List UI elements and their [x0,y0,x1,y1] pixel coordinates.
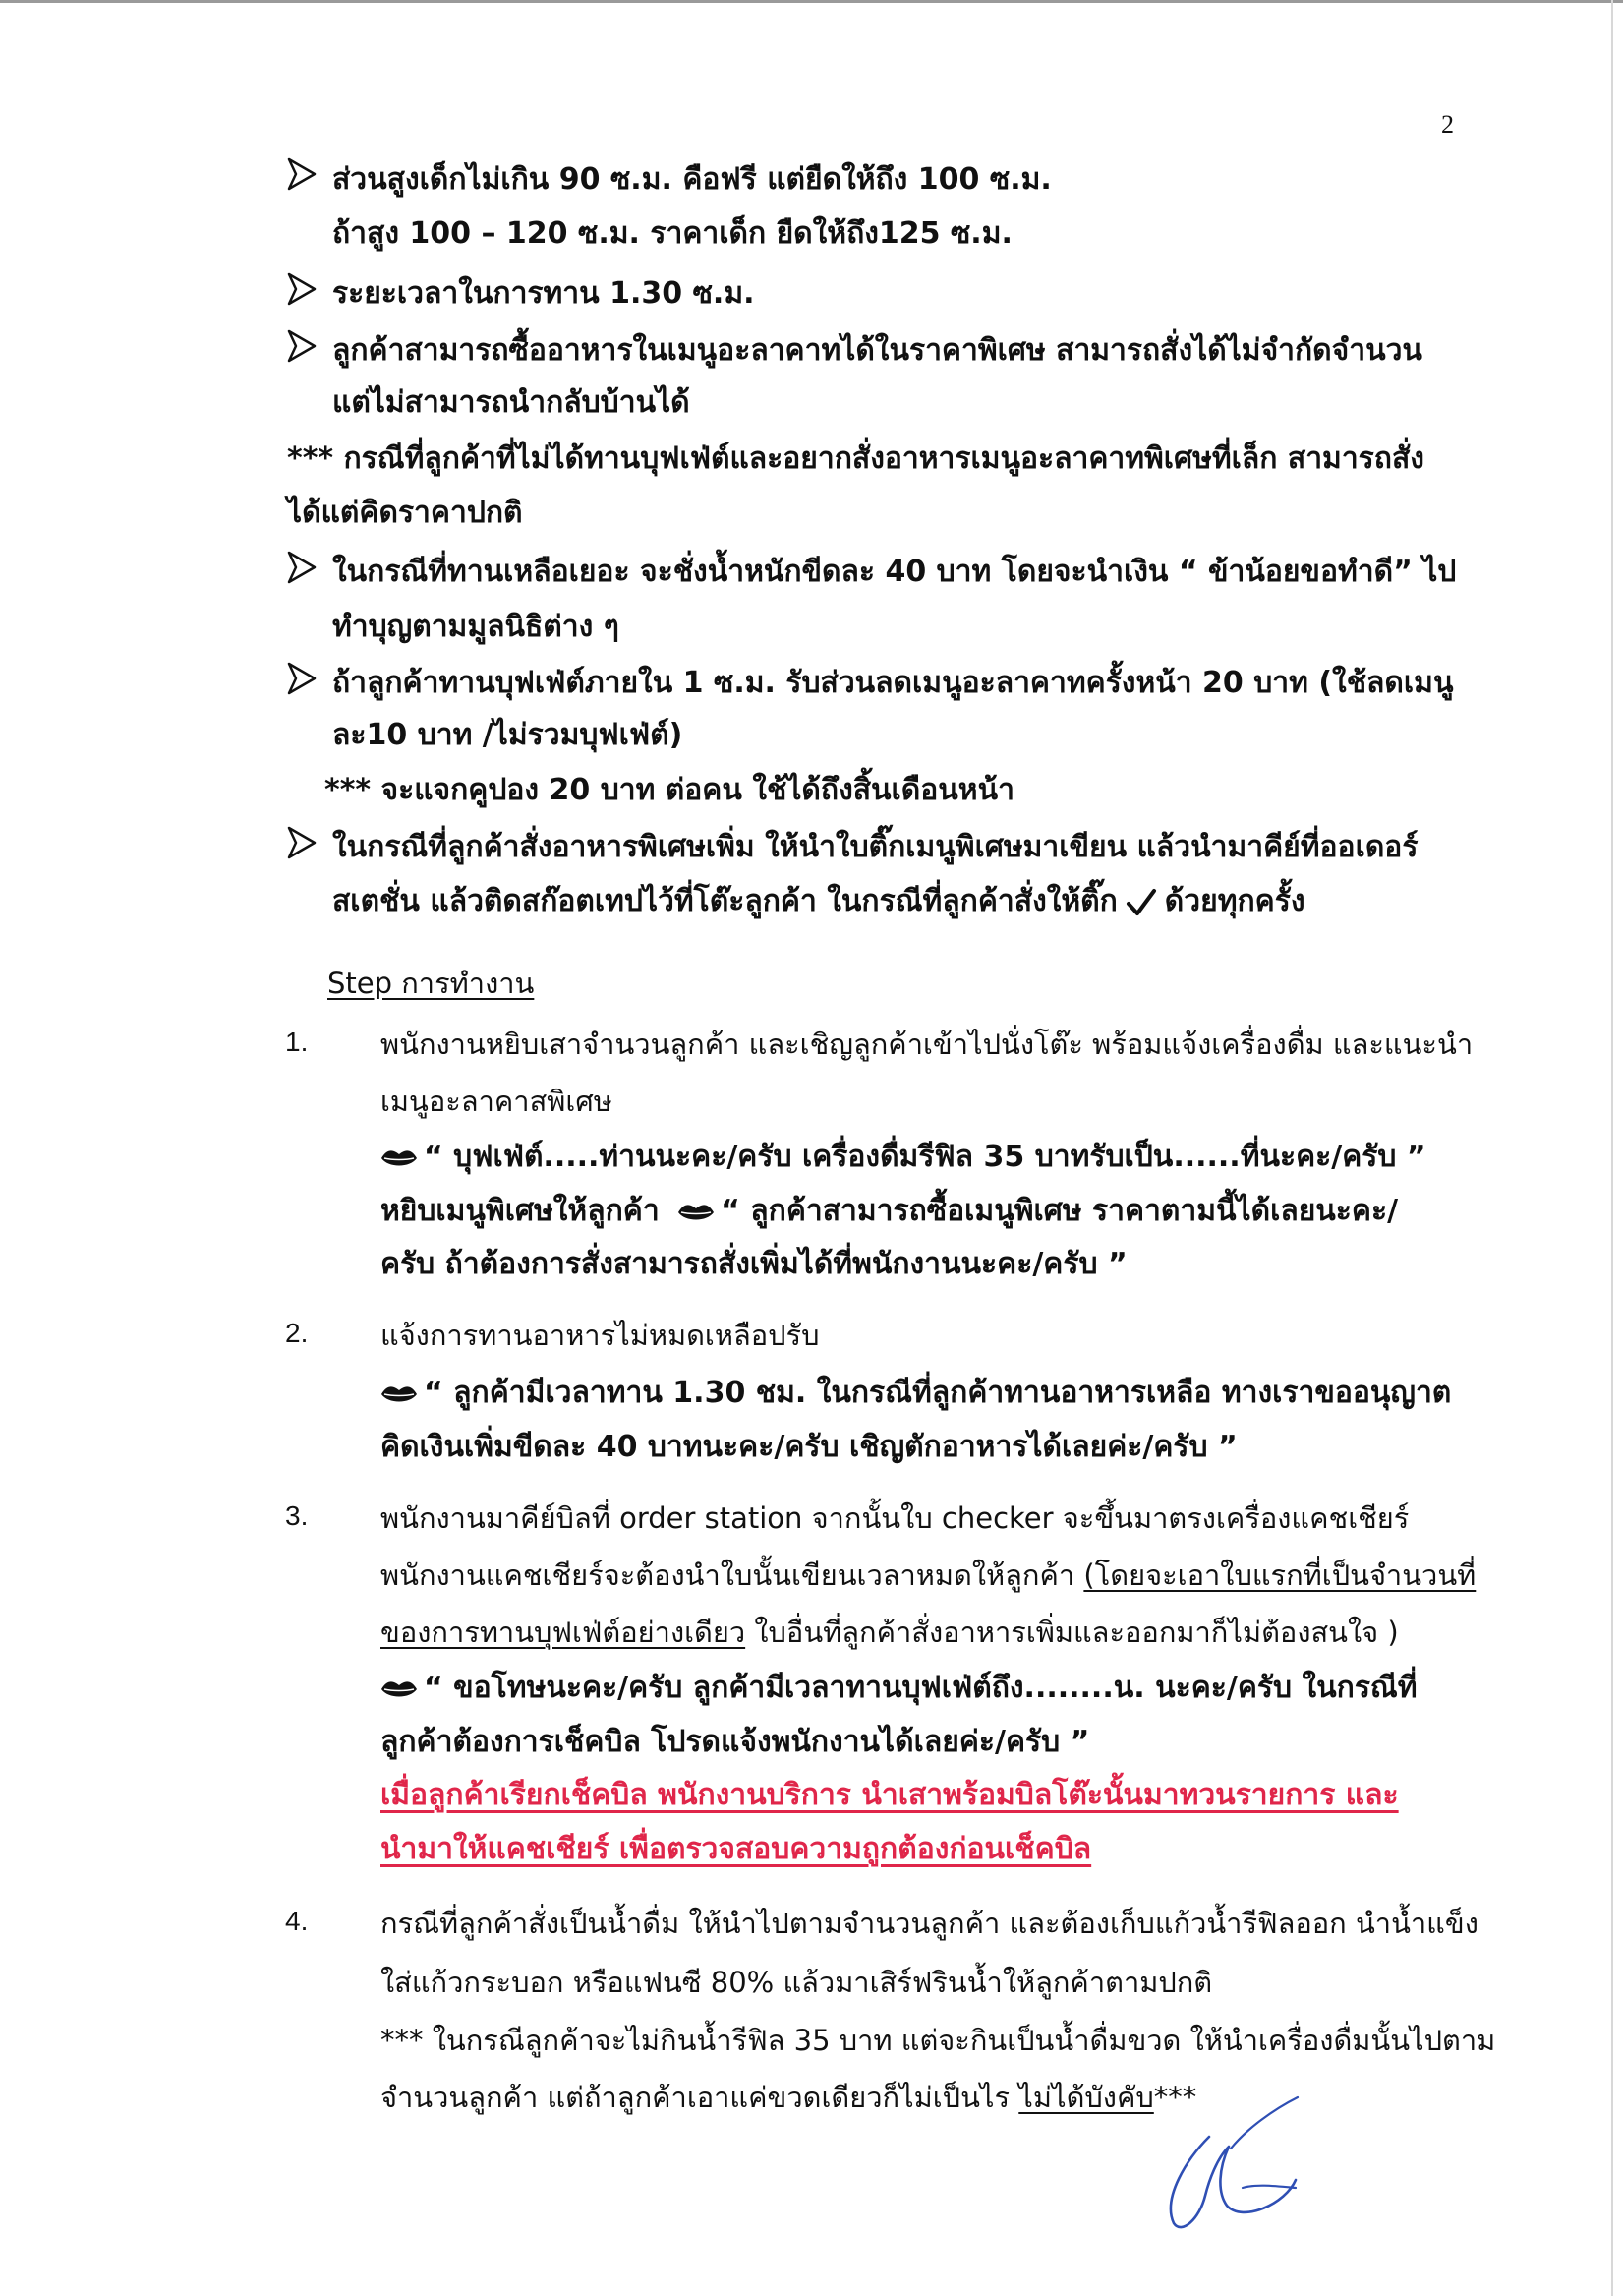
arrow-bullet-icon [287,826,317,859]
step-3-line-1: พนักงานมาคีย์บิลที่ order station จากนั้นใบ checker จะขึ้นมาตรงเครื่องแคชเชียร์ [380,1501,1410,1535]
step-number: 2. [285,1318,309,1348]
note-non-buffet-line-1: *** กรณีที่ลูกค้าที่ไม่ได้ทานบุฟเฟ่ต์และอยากสั่งอาหารเมนูอะลาคาทพิเศษที่เล็ก สามารถสั่ง [287,442,1424,476]
step-2-line-1: แจ้งการทานอาหารไม่หมดเหลือปรับ [380,1319,820,1352]
scan-top-edge [0,0,1623,3]
bullet-leftover-line-2: ทำบุญตามมูลนิธิต่าง ๆ [332,610,619,644]
step-3-line-2: พนักงานแคชเชียร์จะต้องนำใบนั้นเขียนเวลาหมดให้ลูกค้า (โดยจะเอาใบแรกที่เป็นจำนวนที่ [380,1559,1477,1592]
step-3-script-1: “ ขอโทษนะคะ/ครับ ลูกค้ามีเวลาทานบุฟเฟ่ต์ถึง........น. นะคะ/ครับ ในกรณีที่ [380,1669,1418,1708]
bullet-leftover-line-1: ในกรณีที่ทานเหลือเยอะ จะชั่งน้ำหนักขีดละ 40 บาท โดยจะนำเงิน “ ข้าน้อยขอทำดี” ไป [332,555,1457,589]
step-number: 3. [285,1501,309,1531]
step-1-script-1: “ บุฟเฟ่ต์.....ท่านนะคะ/ครับ เครื่องดื่มรีฟิล 35 บาทรับเป็น......ที่นะคะ/ครับ ” [380,1138,1426,1177]
arrow-bullet-icon [287,329,317,363]
arrow-bullet-icon [287,551,317,584]
lips-speech-icon [380,1148,418,1168]
step-4-line-4: จำนวนลูกค้า แต่ถ้าลูกค้าเอาแค่ขวดเดียวก็ไม่เป็นไร ไม่ได้บังคับ*** [380,2081,1197,2114]
special-order-text-b: ด้วยทุกครั้ง [1164,884,1305,918]
special-order-text-a: สเตชั่น แล้วติดสก๊อตเทปไว้ที่โต๊ะลูกค้า ในกรณีที่ลูกค้าสั่งให้ติ๊ก [332,884,1118,918]
bullet-dining-time: ระยะเวลาในการทาน 1.30 ซ.ม. [332,276,755,311]
lips-speech-icon [380,1679,418,1699]
step-4-line-1: กรณีที่ลูกค้าสั่งเป็นน้ำดื่ม ให้นำไปตามจำนวนลูกค้า และต้องเก็บแก้วน้ำรีฟิลออก นำน้ำแข็ง [380,1907,1478,1940]
step-number: 1. [285,1027,309,1057]
signature-mark [1148,2090,1315,2237]
bullet-alacarte-line-1: ลูกค้าสามารถซื้ออาหารในเมนูอะลาคาทได้ในราคาพิเศษ สามารถสั่งได้ไม่จำกัดจำนวน [332,333,1422,368]
step-heading: Step การทำงาน [327,967,535,1000]
step-1-script-3: ครับ ถ้าต้องการสั่งสามารถสั่งเพิ่มได้ที่พนักงานนะคะ/ครับ ” [380,1247,1128,1281]
step-4-line-3: *** ในกรณีลูกค้าจะไม่กินน้ำรีฟิล 35 บาท แต่จะกินเป็นน้ำดื่มขวด ให้นำเครื่องดื่มนั้นไปตาม [380,2024,1496,2057]
bullet-alacarte-line-2: แต่ไม่สามารถนำกลับบ้านได้ [332,385,690,420]
step-2-script-2: คิดเงินเพิ่มขีดละ 40 บาทนะคะ/ครับ เชิญตักอาหารได้เลยค่ะ/ครับ ” [380,1430,1238,1464]
bullet-child-height-line-2: ถ้าสูง 100 – 120 ซ.ม. ราคาเด็ก ยืดให้ถึง125 ซ.ม. [332,216,1013,251]
bullet-coupon-note: *** จะแจกคูปอง 20 บาท ต่อคน ใช้ได้ถึงสิ้นเดือนหน้า [324,773,1014,807]
bullet-special-order-line-1: ในกรณีที่ลูกค้าสั่งอาหารพิเศษเพิ่ม ให้นำใบติ๊กเมนูพิเศษมาเขียน แล้วนำมาคีย์ที่ออเดอร์ [332,830,1419,864]
arrow-bullet-icon [287,272,317,306]
arrow-bullet-icon [287,662,317,695]
bullet-discount-line-1: ถ้าลูกค้าทานบุฟเฟ่ต์ภายใน 1 ซ.ม. รับส่วนลดเมนูอะลาคาทครั้งหน้า 20 บาท (ใช้ลดเมนู [332,666,1454,700]
step-1-line-1: พนักงานหยิบเสาจำนวนลูกค้า และเชิญลูกค้าเข้าไปนั่งโต๊ะ พร้อมแจ้งเครื่องดื่ม และแนะนำ [380,1028,1474,1061]
checkmark-icon [1126,888,1157,917]
step-3-red-note-1: เมื่อลูกค้าเรียกเช็คบิล พนักงานบริการ นำเสาพร้อมบิลโต๊ะนั้นมาทวนรายการ และ [380,1778,1399,1812]
lips-speech-icon [380,1384,418,1404]
bullet-discount-line-2: ละ10 บาท /ไม่รวมบุฟเฟ่ต์) [332,718,683,752]
scan-right-edge [1611,0,1613,2296]
lips-speech-icon [677,1203,715,1222]
step-3-line-3: ของการทานบุฟเฟ่ต์อย่างเดียว ใบอื่นที่ลูกค้าสั่งอาหารเพิ่มและออกมาก็ไม่ต้องสนใจ ) [380,1616,1399,1649]
step-number: 4. [285,1906,309,1936]
step-3-red-note-2: นำมาให้แคชเชียร์ เพื่อตรวจสอบความถูกต้องก่อนเช็คบิล [380,1832,1092,1866]
step-1-script-2: หยิบเมนูพิเศษให้ลูกค้า “ ลูกค้าสามารถซื้อเมนูพิเศษ ราคาตามนี้ได้เลยนะคะ/ [380,1194,1399,1228]
step-1-line-2: เมนูอะลาคาสพิเศษ [380,1085,612,1118]
step-4-line-2: ใส่แก้วกระบอก หรือแฟนซี 80% แล้วมาเสิร์ฟรินน้ำให้ลูกค้าตามปกติ [380,1966,1213,1999]
step-2-script-1: “ ลูกค้ามีเวลาทาน 1.30 ชม. ในกรณีที่ลูกค้าทานอาหารเหลือ ทางเราขออนุญาต [380,1374,1451,1413]
bullet-child-height-line-1: ส่วนสูงเด็กไม่เกิน 90 ซ.ม. คือฟรี แต่ยืดให้ถึง 100 ซ.ม. [332,162,1052,197]
page-number: 2 [1441,110,1454,139]
step-3-script-2: ลูกค้าต้องการเช็คบิล โปรดแจ้งพนักงานได้เลยค่ะ/ครับ ” [380,1725,1090,1759]
note-non-buffet-line-2: ได้แต่คิดราคาปกติ [287,496,523,530]
arrow-bullet-icon [287,157,317,191]
bullet-special-order-line-2 [332,882,1304,921]
